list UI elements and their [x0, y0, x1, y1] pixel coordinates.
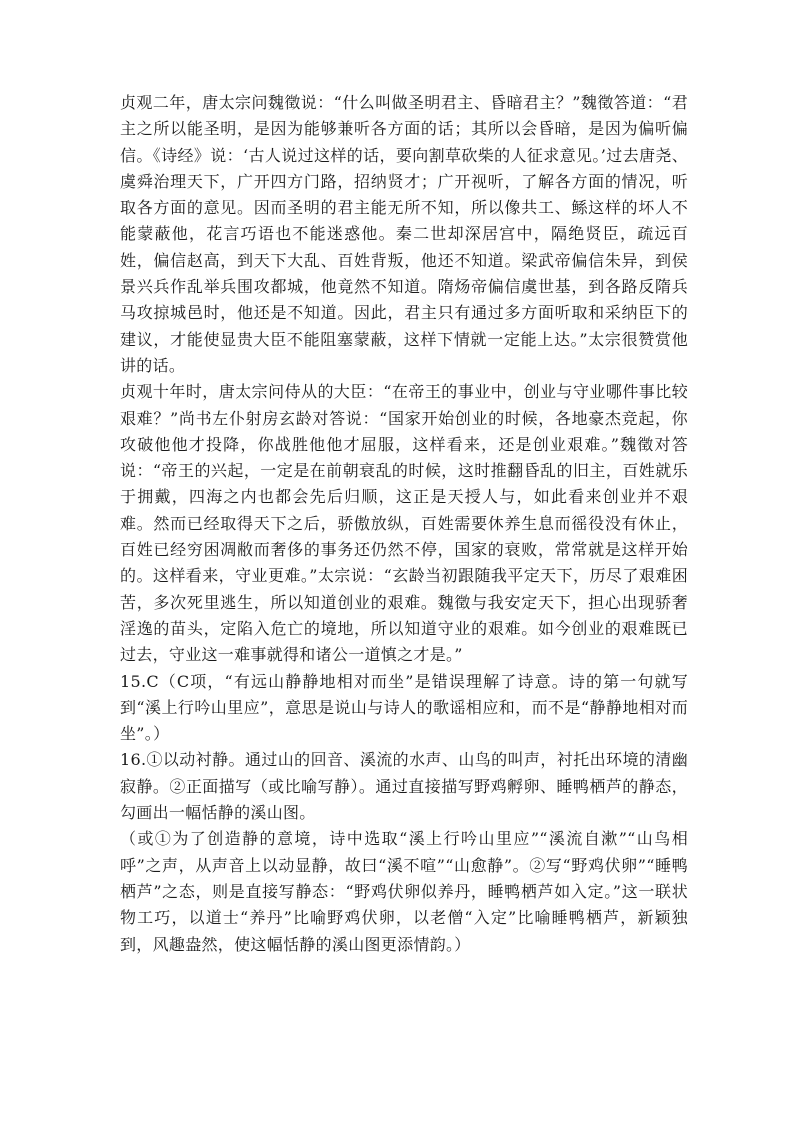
answer-16: 16.①以动衬静。通过山的回音、溪流的水声、山鸟的叫声，衬托出环境的清幽寂静。②正面描写（或比喻写静）。通过直接描写野鸡孵卵、睡鸭栖芦的静态，勾画出一幅恬静的溪山图。 — [120, 750, 688, 823]
answer-16-alternative: （或①为了创造静的意境，诗中选取“溪上行吟山里应”“溪流自漱”“山鸟相呼”之声，从声音上以动显静，故曰“溪不喧”“山愈静”。②写“野鸡伏卵”“睡鸭栖芦”之态，则是直接写静态：“野鸡伏卵似养丹，睡鸭栖芦如入定。”这一联状物工巧，以道士“养丹”比喻野鸡伏卵，以老僧“入定”比喻睡鸭栖芦，新颖独到，风趣盎然，使这幅恬静的溪山图更添情韵。） — [120, 829, 688, 954]
paragraph-zhenguan-two: 贞观二年，唐太宗问魏徵说：“什么叫做圣明君主、昏暗君主？”魏徵答道：“君主之所以能圣明，是因为能够兼听各方面的话；其所以会昏暗，是因为偏听偏信。《诗经》说：‘古人说过这样的话，要向割草砍柴的人征求意见。’过去唐尧、虞舜治理天下，广开四方门路，招纳贤才；广开视听，了解各方面的情况，听取各方面的意见。因而圣明的君主能无所不知，所以像共工、鲧这样的坏人不能蒙蔽他，花言巧语也不能迷惑他。秦二世却深居宫中，隔绝贤臣，疏远百姓，偏信赵高，到天下大乱、百姓背叛，他还不知道。梁武帝偏信朱异，到侯景兴兵作乱举兵围攻都城，他竟然不知道。隋炀帝偏信虞世基，到各路反隋兵马攻掠城邑时，他还是不知道。因此，君主只有通过多方面听取和采纳臣下的建议，才能使显贵大臣不能阻塞蒙蔽，这样下情就一定能上达。”太宗很赞赏他讲的话。 — [120, 93, 688, 375]
answer-15: 15.C（C项，“有远山静静地相对而坐”是错误理解了诗意。诗的第一句就写到“溪上行吟山里应”，意思是说山与诗人的歌谣相应和，而不是“静静地相对而坐”。） — [120, 671, 688, 744]
paragraph-zhenguan-ten: 贞观十年时，唐太宗问侍从的大臣：“在帝王的事业中，创业与守业哪件事比较艰难？”尚书左仆射房玄龄对答说：“国家开始创业的时候，各地豪杰竞起，你攻破他他才投降，你战胜他他才屈服，这样看来，还是创业艰难。”魏徵对答说：“帝王的兴起，一定是在前朝衰乱的时候，这时推翻昏乱的旧主，百姓就乐于拥戴，四海之内也都会先后归顺，这正是天授人与，如此看来创业并不艰难。然而已经取得天下之后，骄傲放纵，百姓需要休养生息而徭役没有休止，百姓已经穷困凋敝而奢侈的事务还仍然不停，国家的衰败，常常就是这样开始的。这样看来，守业更难。”太宗说：“玄龄当初跟随我平定天下，历尽了艰难困苦，多次死里逃生，所以知道创业的艰难。魏徵与我安定天下，担心出现骄奢淫逸的苗头，定陷入危亡的境地，所以知道守业的艰难。如今创业的艰难既已过去，守业这一难事就得和诸公一道慎之才是。” — [120, 382, 688, 665]
document-body — [120, 90, 688, 958]
